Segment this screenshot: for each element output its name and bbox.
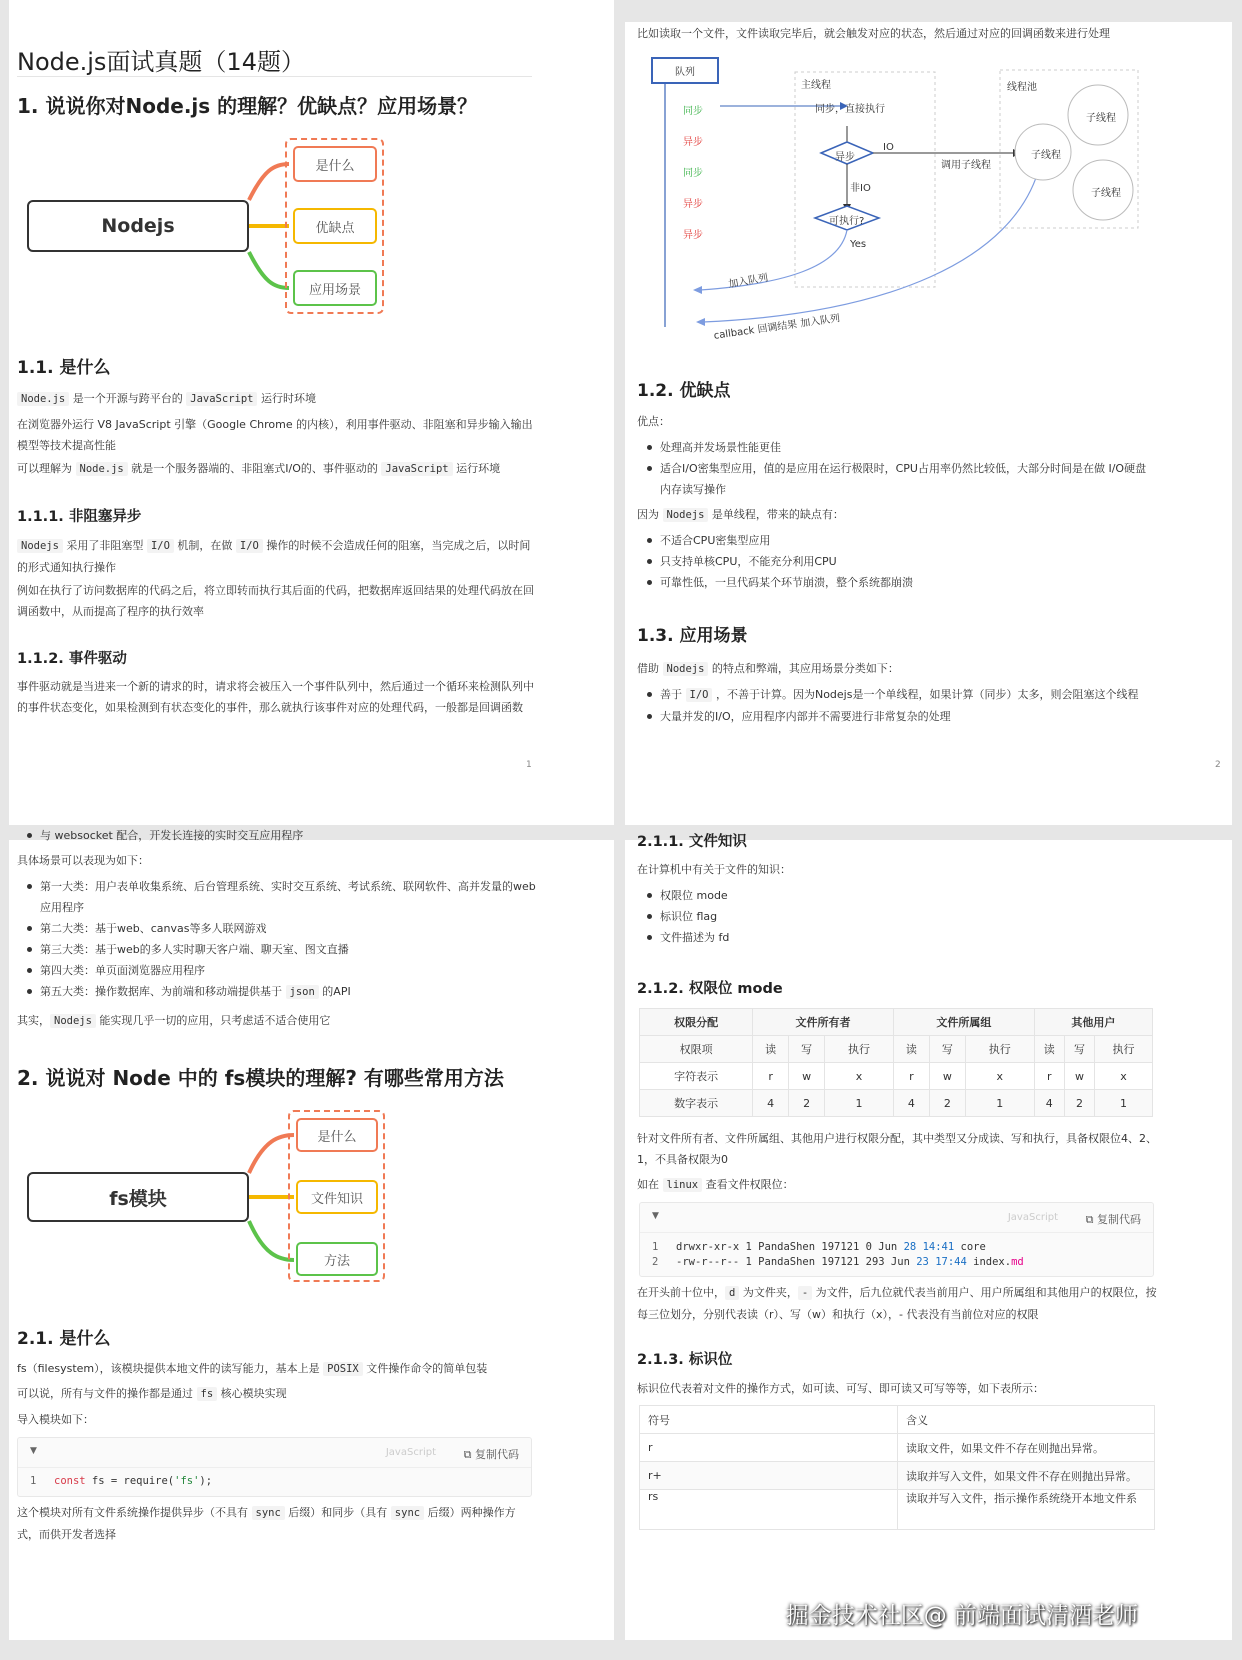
section-1-1-para-1: Node.js 是一个开源与跨平台的 JavaScript 运行时环境 <box>17 388 316 410</box>
pros-list <box>637 437 1149 500</box>
mindmap-node-what: 是什么 <box>296 1118 378 1152</box>
inline-code: Nodejs <box>663 508 709 522</box>
document-page-4 <box>625 834 1232 1640</box>
permission-para-1: 针对文件所有者、文件所属组、其他用户进行权限分配，其中类型又分成读、写和执行，具备权限位4、2、1，不具备权限为0 <box>637 1132 1157 1166</box>
flow-main-thread-label: 主线程 <box>801 80 831 91</box>
list-item: 处理高并发场景性能更佳 <box>637 437 1149 458</box>
table-row: 数字表示 4 2 1 4 2 1 4 2 1 <box>640 1090 1153 1117</box>
code-line: 1 drwxr-xr-x 1 PandaShen 197121 0 Jun 28 14:41 core <box>652 1241 986 1253</box>
collapse-caret-icon[interactable]: ▼ <box>652 1211 659 1221</box>
mindmap-node-scenarios: 应用场景 <box>293 270 377 306</box>
inline-code: json <box>286 985 319 999</box>
inline-code: Nodejs <box>663 662 709 676</box>
list-item: 第二大类：基于web、canvas等多人联网游戏 <box>17 918 539 939</box>
cons-list <box>637 530 1217 593</box>
flow-async-decision: 异步 <box>835 152 855 163</box>
inline-code: JavaScript <box>186 392 257 406</box>
section-1-1-1-para-1: Nodejs 采用了非阻塞型 I/O 机制，在做 I/O 操作的时候不会造成任何的阻塞，当完成之后，以时间的形式通知执行操作 <box>17 539 531 574</box>
section-1-1-para-2: 在浏览器外运行 V8 JavaScript 引擎（Google Chrome 的内核），利用事件驱动、非阻塞和异步输入输出模型等技术提高性能 <box>17 418 533 452</box>
list-item: 适合I/O密集型应用，值的是应用在运行极限时，CPU占用率仍然比较低，大部分时间是在做 I/O硬盘内存读写操作 <box>637 458 1149 500</box>
section-1-1-1-heading: 1.1.1. 非阻塞异步 <box>17 509 142 525</box>
mindmap-node-what: 是什么 <box>293 146 377 182</box>
inline-code: - <box>798 1286 812 1300</box>
concrete-scenarios-intro: 具体场景可以表现为如下： <box>17 854 149 867</box>
flow-queue-item-async: 异步 <box>683 199 703 210</box>
document-page-3 <box>9 829 614 1640</box>
list-item: 权限位 mode <box>637 885 1037 906</box>
flow-executable-decision: 可执行? <box>829 216 865 227</box>
page-number: 1 <box>526 760 532 770</box>
section-1-1-para-3: 可以理解为 Node.js 就是一个服务器端的、非阻塞式I/O的、事件驱动的 JavaScript 运行环境 <box>17 462 501 475</box>
code-block-header <box>18 1438 531 1468</box>
flow-yes-label: Yes <box>850 239 867 250</box>
section-2-1-1-heading: 2.1.1. 文件知识 <box>637 834 747 850</box>
inline-code: linux <box>663 1178 703 1192</box>
flow-child-thread: 子线程 <box>1031 150 1061 161</box>
page-2-intro: 比如读取一个文件，文件读取完毕后，就会触发对应的状态，然后通过对应的回调函数来进行处理 <box>637 27 1110 40</box>
mindmap-root: fs模块 <box>27 1172 249 1222</box>
code-language-label: JavaScript <box>1007 1212 1058 1223</box>
flag-table <box>639 1405 1155 1530</box>
permission-table <box>639 1008 1153 1117</box>
inline-code: sync <box>391 1506 424 1520</box>
cons-intro: 因为 Nodejs 是单线程，带来的缺点有： <box>637 508 844 521</box>
list-item: 不适合CPU密集型应用 <box>637 530 1217 551</box>
inline-code: POSIX <box>323 1362 363 1376</box>
document-page-2 <box>625 22 1232 825</box>
flow-sync-exec-label: 同步，直接执行 <box>815 104 885 115</box>
flow-non-io-label: 非IO <box>850 183 871 194</box>
question-2-heading: 2. 说说对 Node 中的 fs模块的理解? 有哪些常用方法 <box>17 1066 504 1090</box>
table-header-row: 符号 含义 <box>640 1406 1155 1434</box>
inline-code: Nodejs <box>17 539 63 553</box>
watermark: 掘金技术社区@ 前端面试清酒老师 <box>785 1603 1138 1629</box>
document-page-1 <box>9 0 614 825</box>
permission-para-2: 如在 linux 查看文件权限位： <box>637 1178 794 1191</box>
flow-io-label: IO <box>883 142 894 153</box>
scenarios-summary: 其实， Nodejs 能实现几乎一切的应用，只考虑适不适合使用它 <box>17 1014 331 1027</box>
table-header-row: 权限分配 文件所有者 文件所属组 其他用户 <box>640 1009 1153 1036</box>
scenarios-list <box>637 684 1227 727</box>
inline-code: fs <box>197 1387 218 1401</box>
scenarios-intro: 借助 Nodejs 的特点和弊端，其应用场景分类如下： <box>637 662 899 675</box>
section-2-1-para-2: 可以说，所有与文件的操作都是通过 fs 核心模块实现 <box>17 1387 287 1400</box>
flow-callback-label: callback 回调结果 加入队列 <box>713 313 841 342</box>
inline-code: I/O <box>686 688 713 702</box>
inline-code: I/O <box>236 539 263 553</box>
table-row: r+ 读取并写入文件，如果文件不存在则抛出异常。 <box>640 1462 1155 1490</box>
flow-queue-item-async: 异步 <box>683 230 703 241</box>
copy-code-button[interactable]: ⧉ 复制代码 <box>1085 1213 1141 1226</box>
flow-thread-pool-label: 线程池 <box>1007 82 1037 93</box>
table-row: 字符表示 r w x r w x r w x <box>640 1063 1153 1090</box>
list-item: 文件描述为 fd <box>637 927 1037 948</box>
scenario-list-continued <box>17 825 547 846</box>
flow-child-thread: 子线程 <box>1086 113 1116 124</box>
table-row: rs 读取并写入文件，指示操作系统绕开本地文件系 <box>640 1490 1155 1530</box>
pros-label: 优点： <box>637 415 670 428</box>
list-item: 第一大类：用户表单收集系统、后台管理系统、实时交互系统、考试系统、联网软件、高并发量的web应用程序 <box>17 876 539 918</box>
section-2-1-1-intro: 在计算机中有关于文件的知识： <box>637 863 791 876</box>
section-2-1-heading: 2.1. 是什么 <box>17 1329 111 1349</box>
section-2-1-3-intro: 标识位代表着对文件的操作方式，如可读、可写、即可读又可写等等，如下表所示： <box>637 1382 1044 1395</box>
code-line: 2 -rw-r--r-- 1 PandaShen 197121 293 Jun 23 17:44 index.md <box>652 1256 1024 1268</box>
list-item: 第四大类：单页面浏览器应用程序 <box>17 960 539 981</box>
inline-code: Node.js <box>17 392 69 406</box>
list-item: 可靠性低，一旦代码某个环节崩溃，整个系统都崩溃 <box>637 572 1217 593</box>
inline-code: d <box>725 1286 739 1300</box>
page-number: 2 <box>1215 760 1221 770</box>
title-divider <box>17 76 532 77</box>
table-row: 权限项 读 写 执行 读 写 执行 读 写 执行 <box>640 1036 1153 1063</box>
section-1-1-2-heading: 1.1.2. 事件驱动 <box>17 651 127 667</box>
copy-code-button[interactable]: ⧉ 复制代码 <box>463 1448 519 1461</box>
section-1-2-heading: 1.2. 优缺点 <box>637 381 731 401</box>
section-2-1-para-1: fs（filesystem），该模块提供本地文件的读写能力，基本上是 POSIX 文件操作命令的简单包装 <box>17 1362 488 1375</box>
inline-code: Node.js <box>76 462 128 476</box>
section-2-1-2-heading: 2.1.2. 权限位 mode <box>637 981 783 997</box>
inline-code: Nodejs <box>50 1014 96 1028</box>
section-2-1-para-3: 导入模块如下： <box>17 1413 94 1426</box>
question-1-heading: 1. 说说你对Node.js 的理解？优缺点？应用场景？ <box>17 94 478 118</box>
list-item: 第三大类：基于web的多人实时聊天客户端、聊天室、图文直播 <box>17 939 539 960</box>
section-1-1-1-para-2: 例如在执行了访问数据库的代码之后，将立即转而执行其后面的代码，把数据库返回结果的处理代码放在回调函数中，从而提高了程序的执行效率 <box>17 584 534 618</box>
file-knowledge-list <box>637 885 1037 948</box>
code-block <box>17 1437 532 1497</box>
list-item: 标识位 flag <box>637 906 1037 927</box>
flow-enqueue-label: 加入队列 <box>727 272 769 291</box>
mindmap-root: Nodejs <box>27 200 249 252</box>
mindmap-node-file-knowledge: 文件知识 <box>296 1180 378 1214</box>
inline-code: I/O <box>147 539 174 553</box>
flow-queue-item-sync: 同步 <box>683 106 703 117</box>
list-item: 大量并发的I/O，应用程序内部并不需要进行非常复杂的处理 <box>637 706 1227 727</box>
mindmap-node-pros-cons: 优缺点 <box>293 208 377 244</box>
flow-child-thread: 子线程 <box>1091 188 1121 199</box>
section-1-3-heading: 1.3. 应用场景 <box>637 626 748 646</box>
section-2-1-3-heading: 2.1.3. 标识位 <box>637 1352 733 1368</box>
document-title: Node.js面试真题（14题） <box>17 48 305 76</box>
code-language-label: JavaScript <box>385 1447 436 1458</box>
code-line: 1 const fs = require('fs'); <box>30 1475 213 1487</box>
list-item: 与 websocket 配合，开发长连接的实时交互应用程序 <box>17 825 547 846</box>
scenario-categories <box>17 876 539 1003</box>
flow-queue: 队列 <box>651 57 719 84</box>
section-1-1-heading: 1.1. 是什么 <box>17 358 111 378</box>
code-block <box>639 1202 1154 1277</box>
mindmap-node-methods: 方法 <box>296 1242 378 1276</box>
list-item: 第五大类：操作数据库、为前端和移动端提供基于 json 的API <box>17 981 539 1003</box>
list-item: 善于 I/O ，不善于计算。因为Nodejs是一个单线程，如果计算（同步）太多，则会阻塞这个线程 <box>637 684 1227 706</box>
flow-queue-item-async: 异步 <box>683 137 703 148</box>
permission-para-3: 在开头前十位中， d 为文件夹， - 为文件，后九位就代表当前用户、用户所属组和其他用户的权限位，按每三位划分，分别代表读（r）、写（w）和执行（x），- 代表没有当前位对应的权限 <box>637 1286 1157 1321</box>
flow-call-child-label: 调用子线程 <box>941 160 991 171</box>
code-block-header <box>640 1203 1153 1233</box>
inline-code: JavaScript <box>381 462 452 476</box>
section-2-1-para-4: 这个模块对所有文件系统操作提供异步（不具有 sync 后缀）和同步（具有 sync 后缀）两种操作方式，而供开发者选择 <box>17 1506 516 1541</box>
flow-queue-item-sync: 同步 <box>683 168 703 179</box>
list-item: 只支持单核CPU，不能充分利用CPU <box>637 551 1217 572</box>
table-row: r 读取文件，如果文件不存在则抛出异常。 <box>640 1434 1155 1462</box>
section-1-1-2-para-1: 事件驱动就是当进来一个新的请求的时，请求将会被压入一个事件队列中，然后通过一个循环来检测队列中的事件状态变化，如果检测到有状态变化的事件，那么就执行该事件对应的处理代码，一般都是回调函数 <box>17 680 534 714</box>
inline-code: sync <box>252 1506 285 1520</box>
collapse-caret-icon[interactable]: ▼ <box>30 1446 37 1456</box>
